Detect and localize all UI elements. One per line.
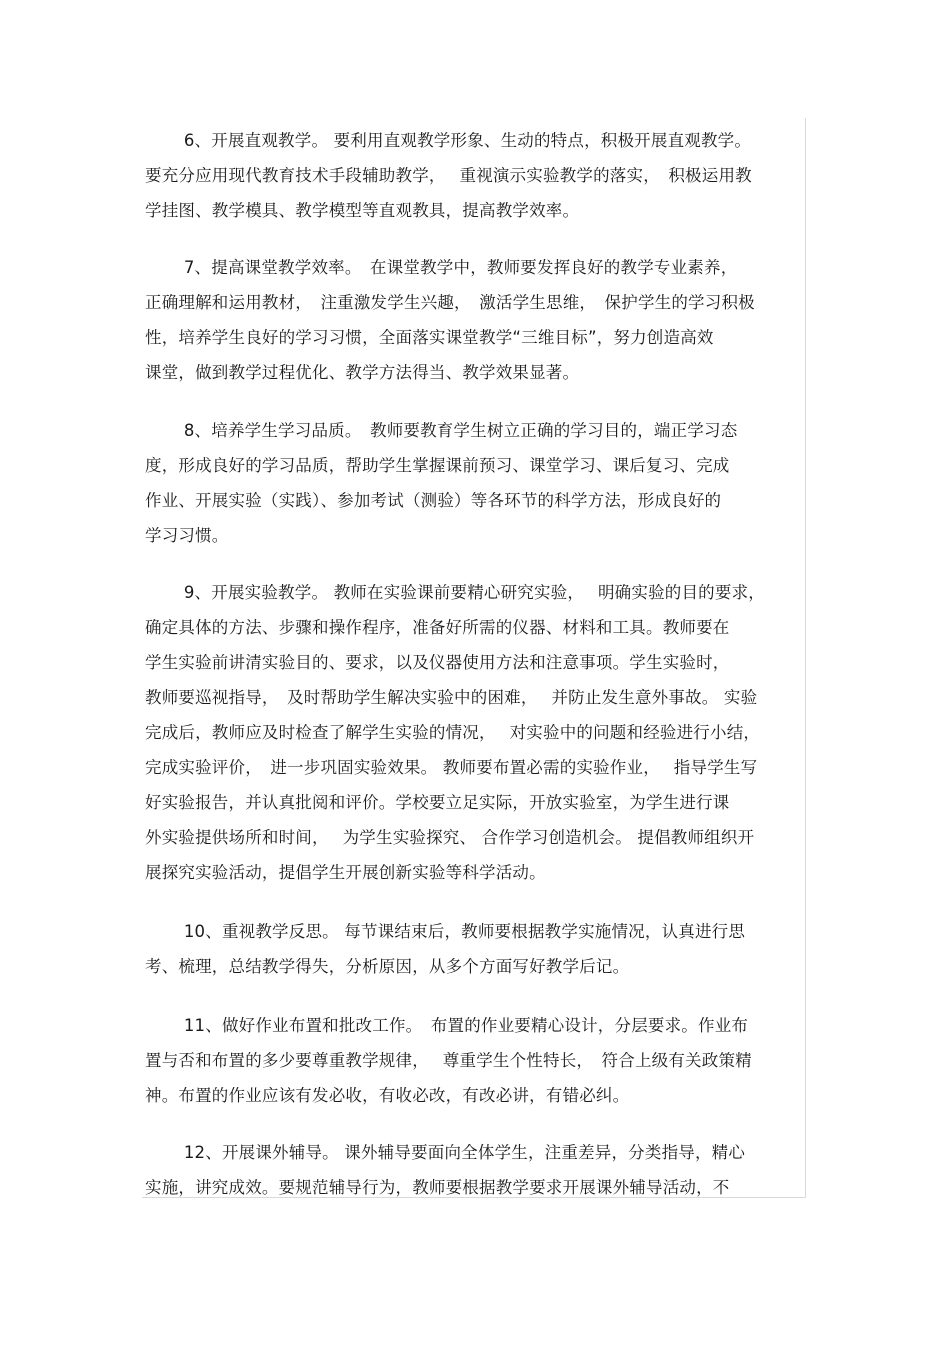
- text-line: 外实验提供场所和时间， 为学生实验探究、 合作学习创造机会。 提倡教师组织开: [145, 828, 755, 847]
- text-line: 完成后，教师应及时检查了解学生实验的情况， 对实验中的问题和经验进行小结，: [145, 723, 761, 742]
- text-line: 作业、开展实验（实践）、参加考试（测验）等各环节的科学方法，形成良好的: [145, 491, 722, 510]
- paragraph-8-learning-quality: [145, 413, 810, 553]
- text-line: 确定具体的方法、步骤和操作程序，准备好所需的仪器、材料和工具。教师要在: [145, 618, 730, 637]
- text-line: 展探究实验活动，提倡学生开展创新实验等科学活动。: [145, 863, 546, 882]
- paragraph-7-classroom-efficiency: [145, 250, 810, 390]
- text-line: 性，培养学生良好的学习习惯，全面落实课堂教学“三维目标”，努力创造高效: [145, 328, 714, 347]
- text-line: 学生实验前讲清实验目的、要求，以及仪器使用方法和注意事项。学生实验时，: [145, 653, 730, 672]
- text-line: 11、做好作业布置和批改工作。 布置的作业要精心设计，分层要求。作业布: [145, 1016, 749, 1035]
- text-line: 教师要巡视指导， 及时帮助学生解决实验中的困难， 并防止发生意外事故。 实验: [145, 688, 758, 707]
- paragraph-6-direct-teaching: [145, 123, 810, 228]
- text-line: 置与否和布置的多少要尊重教学规律， 尊重学生个性特长， 符合上级有关政策精: [145, 1051, 752, 1070]
- text-line: 7、提高课堂教学效率。 在课堂教学中，教师要发挥良好的教学专业素养，: [145, 258, 738, 277]
- text-line: 度，形成良好的学习品质，帮助学生掌握课前预习、课堂学习、课后复习、完成: [145, 456, 730, 475]
- paragraph-10-teaching-reflection: [145, 914, 810, 984]
- paragraph-11-homework: [145, 1008, 810, 1113]
- text-line: 完成实验评价， 进一步巩固实验效果。 教师要布置必需的实验作业， 指导学生写: [145, 758, 758, 777]
- paragraph-12-tutoring: [145, 1135, 810, 1205]
- paragraph-9-experiment-teaching: [145, 575, 810, 890]
- text-line: 正确理解和运用教材， 注重激发学生兴趣， 激活学生思维， 保护学生的学习积极: [145, 293, 755, 312]
- text-line: 考、梳理，总结教学得失，分析原因，从多个方面写好教学后记。: [145, 957, 630, 976]
- text-line: 12、开展课外辅导。 课外辅导要面向全体学生，注重差异，分类指导，精心: [145, 1143, 746, 1162]
- text-line: 要充分应用现代教育技术手段辅助教学， 重视演示实验教学的落实， 积极运用教: [145, 166, 752, 185]
- text-line: 实施，讲究成效。要规范辅导行为，教师要根据教学要求开展课外辅导活动，不: [145, 1178, 730, 1197]
- text-line: 好实验报告，并认真批阅和评价。学校要立足实际，开放实验室，为学生进行课: [145, 793, 730, 812]
- text-line: 6、开展直观教学。 要利用直观教学形象、生动的特点，积极开展直观教学。: [145, 131, 752, 150]
- text-line: 神。布置的作业应该有发必收，有收必改，有改必讲，有错必纠。: [145, 1086, 630, 1105]
- text-line: 学挂图、教学模具、教学模型等直观教具，提高教学效率。: [145, 201, 580, 220]
- text-line: 课堂，做到教学过程优化、教学方法得当、教学效果显著。: [145, 363, 580, 382]
- text-line: 10、重视教学反思。 每节课结束后，教师要根据教学实施情况，认真进行思: [145, 922, 746, 941]
- text-line: 9、开展实验教学。 教师在实验课前要精心研究实验， 明确实验的目的要求，: [145, 583, 765, 602]
- text-line: 8、培养学生学习品质。 教师要教育学生树立正确的学习目的，端正学习态: [145, 421, 738, 440]
- text-line: 学习习惯。: [145, 526, 229, 545]
